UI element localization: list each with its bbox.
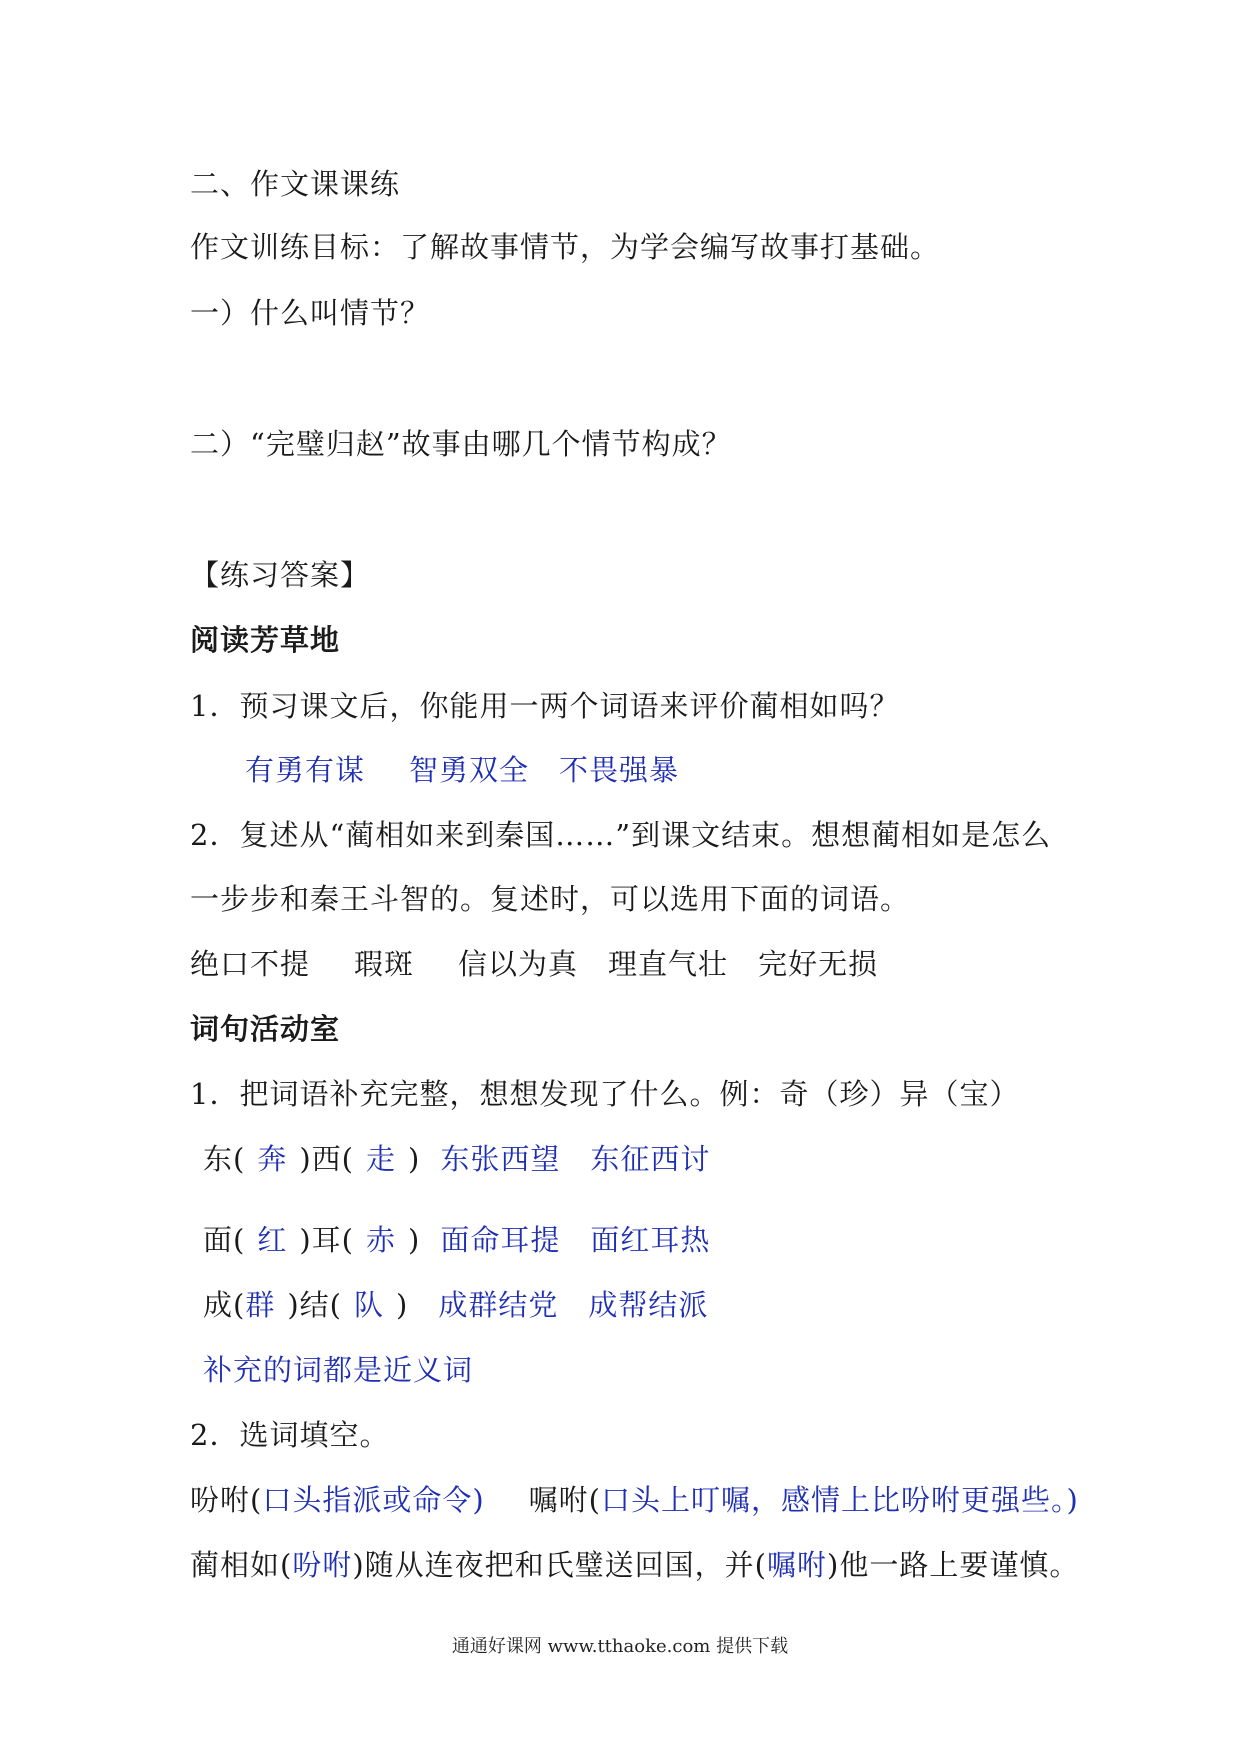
question-story-plots: 二）“完璧归赵”故事由哪几个情节构成？ — [190, 427, 732, 461]
choice-word: 信以为真 — [458, 947, 579, 981]
word-choices — [190, 946, 878, 982]
reading-q2-line1: 2．复述从“蔺相如来到秦国……”到课文结束。想想蔺相如是怎么 — [190, 818, 1052, 852]
choice-word: 理直气壮 — [608, 947, 729, 981]
row-char: )西( — [299, 1142, 354, 1176]
row-char: ) — [408, 1142, 421, 1176]
fill-sentence — [190, 1547, 1079, 1583]
def-text: 口头指派或命令) — [262, 1483, 485, 1517]
row-word: 成群结党 — [438, 1288, 559, 1322]
row-word: 面红耳热 — [590, 1223, 711, 1257]
sentence-part: )他一路上要谨慎。 — [827, 1548, 1080, 1582]
word-definitions — [190, 1482, 1079, 1518]
row-char: 面( — [203, 1223, 246, 1257]
fill-row-2 — [203, 1222, 710, 1258]
row-word: 成帮结派 — [588, 1288, 709, 1322]
row-word: 东张西望 — [440, 1142, 561, 1176]
row-answer: 队 — [353, 1288, 384, 1322]
fill-row-3 — [203, 1287, 708, 1323]
row-char: ) — [408, 1223, 421, 1257]
fill-answer: 吩咐 — [292, 1548, 353, 1582]
row-char: )耳( — [299, 1223, 354, 1257]
def-word: 嘱咐( — [528, 1483, 601, 1517]
fill-row-1 — [203, 1141, 710, 1177]
answer-word: 有勇有谋 — [245, 753, 366, 787]
row-char: )结( — [287, 1288, 342, 1322]
row-answer: 走 — [365, 1142, 396, 1176]
words-q2: 2．选词填空。 — [190, 1418, 390, 1452]
reading-q1: 1．预习课文后，你能用一两个词语来评价蔺相如吗？ — [190, 689, 900, 723]
question-plot: 一）什么叫情节？ — [190, 296, 431, 330]
row-answer: 赤 — [365, 1223, 396, 1257]
def-word: 吩咐( — [190, 1483, 263, 1517]
row-char: ) — [396, 1288, 409, 1322]
section-title: 二、作文课课练 — [190, 167, 401, 201]
page-footer: 通通好课网 www.tthaoke.com 提供下载 — [451, 1636, 789, 1657]
answers-header: 【练习答案】 — [190, 558, 371, 592]
choice-word: 完好无损 — [758, 947, 879, 981]
row-answer: 群 — [245, 1288, 276, 1322]
synonym-note: 补充的词都是近义词 — [203, 1353, 474, 1387]
row-char: 东( — [203, 1142, 246, 1176]
reading-title: 阅读芳草地 — [190, 623, 341, 657]
row-word: 面命耳提 — [440, 1223, 561, 1257]
answer-word: 不畏强暴 — [559, 753, 680, 787]
words-title: 词句活动室 — [190, 1012, 341, 1046]
sentence-part: )随从连夜把和氏璧送回国，并( — [352, 1548, 767, 1582]
answer-word: 智勇双全 — [409, 753, 530, 787]
choice-word: 瑕斑 — [354, 947, 415, 981]
sentence-part: 蔺相如( — [190, 1548, 293, 1582]
choice-word: 绝口不提 — [190, 947, 311, 981]
writing-goal: 作文训练目标：了解故事情节，为学会编写故事打基础。 — [190, 230, 941, 264]
row-answer: 奔 — [257, 1142, 288, 1176]
reading-a1 — [245, 752, 679, 788]
row-char: 成( — [203, 1288, 246, 1322]
def-text: 口头上叮嘱，感情上比吩咐更强些。) — [600, 1483, 1079, 1517]
row-word: 东征西讨 — [590, 1142, 711, 1176]
reading-q2-line2: 一步步和秦王斗智的。复述时，可以选用下面的词语。 — [190, 882, 911, 916]
words-q1: 1．把词语补充完整，想想发现了什么。例：奇（珍）异（宝） — [190, 1077, 1020, 1111]
fill-answer: 嘱咐 — [766, 1548, 827, 1582]
row-answer: 红 — [257, 1223, 288, 1257]
